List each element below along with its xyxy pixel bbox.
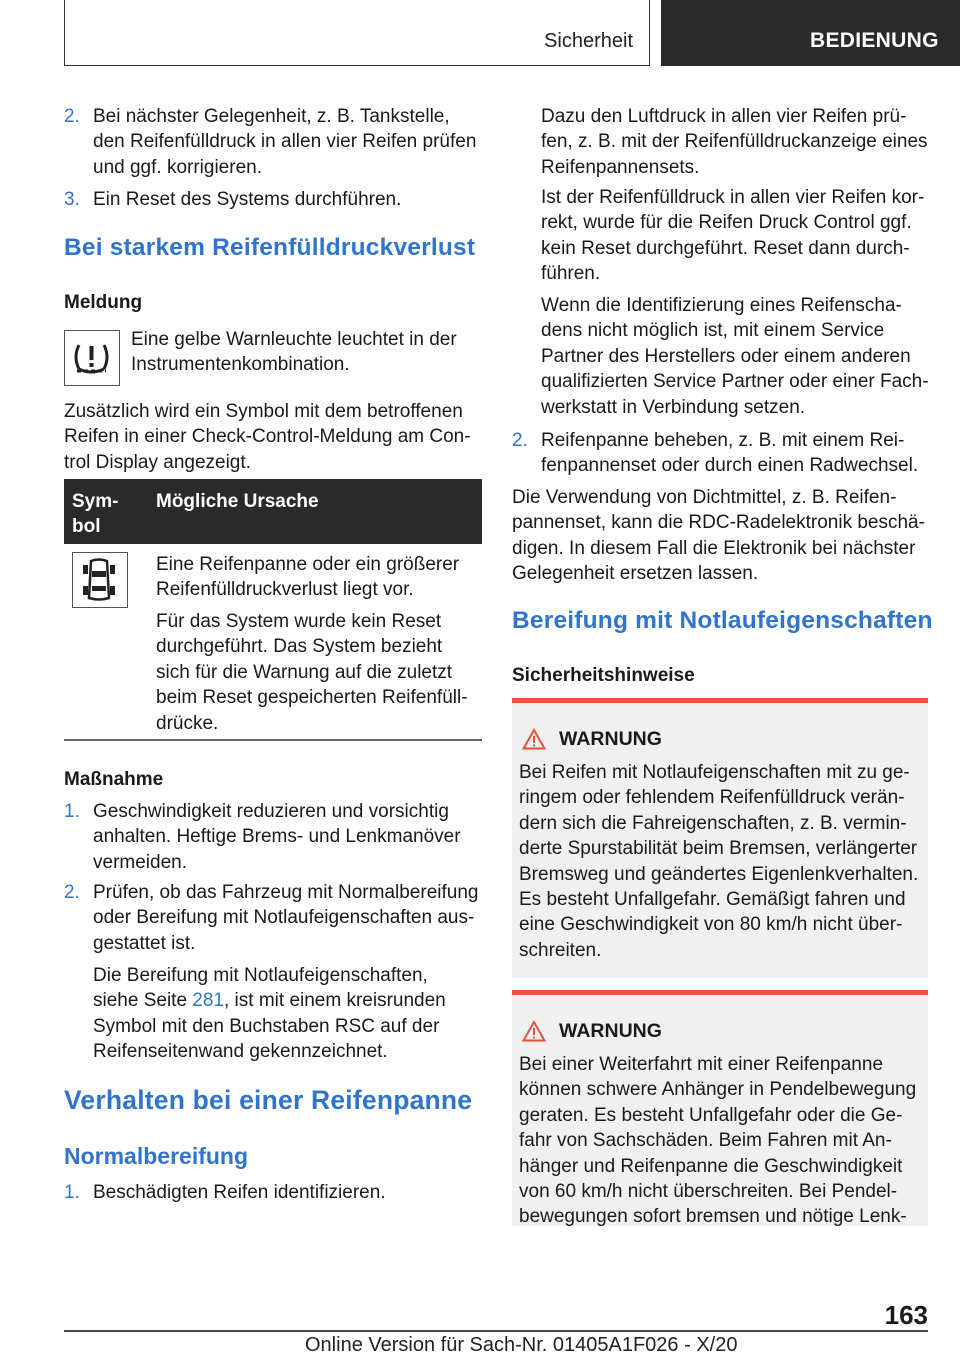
text-line: Wenn die Identifizierung eines Reifenscha- — [541, 295, 902, 316]
text-line: Reifenpanne beheben, z. B. mit einem Rei- — [541, 430, 905, 451]
subheading-safety: Sicherheitshinweise — [512, 665, 695, 686]
text-line: Reifenseitenwand gekennzeichnet. — [93, 1041, 388, 1063]
text-line: gestattet ist. — [93, 932, 196, 954]
text-segment: siehe Seite — [93, 990, 193, 1012]
text-line: dens nicht möglich ist, mit einem Service — [541, 320, 885, 342]
text-line — [93, 988, 483, 1013]
subheading-massnahme: Maßnahme — [64, 769, 164, 790]
text-line: Für das System wurde kein Reset — [156, 611, 442, 632]
text-line: Geschwindigkeit reduzieren und vorsichtig — [93, 801, 449, 822]
text-line: durchgeführt. Das System bezieht — [156, 636, 443, 658]
text-line: vermeiden. — [93, 851, 187, 873]
text-line: digen. In diesem Fall die Elektronik bei nächster — [512, 537, 916, 559]
list-number: 3. — [64, 189, 80, 210]
text-line: hänger und Reifenpanne die Geschwindigkeit — [519, 1155, 903, 1177]
footer-text: Online Version für Sach-Nr. 01405A1F026 - X/20 — [305, 1334, 738, 1356]
column-header-symbol: bol — [72, 516, 101, 538]
text-line: Eine Reifenpanne oder ein größerer — [156, 554, 460, 575]
text-line: führen. — [541, 263, 601, 285]
text-line: Die Bereifung mit Notlaufeigenschaften, — [93, 965, 428, 986]
subheading-meldung: Meldung — [64, 292, 143, 313]
footer-divider — [64, 1330, 928, 1332]
text-line: qualifizierten Service Partner oder einer Fach- — [541, 371, 929, 393]
text-line: kein Reset durchgeführt. Reset dann durch- — [541, 237, 910, 259]
text-line: Ein Reset des Systems durchführen. — [93, 189, 402, 210]
chapter-tab: BEDIENUNG — [661, 0, 960, 66]
text-line: Zusätzlich wird ein Symbol mit dem betroffenen — [64, 401, 463, 422]
text-line: werkstatt in Verbindung setzen. — [541, 396, 806, 418]
text-line: Bremsweg und geändertes Eigenlenkverhalten. — [519, 863, 919, 885]
text-line: Gelegenheit ersetzen lassen. — [512, 563, 759, 585]
list-number: 2. — [512, 430, 528, 451]
text-line: Es besteht Unfallgefahr. Gemäßigt fahren und — [519, 889, 906, 911]
text-line: Bei einer Weiterfahrt mit einer Reifenpanne — [519, 1054, 884, 1075]
text-line: drücke. — [156, 712, 219, 734]
section-heading: Bereifung mit Notlaufeigenschaften — [512, 607, 933, 634]
list-number: 2. — [64, 106, 80, 127]
text-line: eine Geschwindigkeit von 80 km/h nicht über- — [519, 914, 903, 936]
text-line: Eine gelbe Warnleuchte leuchtet in der — [131, 329, 457, 350]
text-line: Bei nächster Gelegenheit, z. B. Tankstelle, — [93, 106, 450, 127]
page-link[interactable]: 281 — [192, 990, 224, 1012]
column-header-cause: Mögliche Ursache — [156, 491, 319, 512]
section-heading: Bei starkem Reifenfülldruckverlust — [64, 234, 476, 261]
warning-triangle-icon — [522, 728, 546, 750]
text-line: von 60 km/h nicht überschreiten. Bei Pendel- — [519, 1181, 898, 1203]
text-line: Ist der Reifenfülldruck in allen vier Reifen kor- — [541, 187, 925, 208]
text-line: Prüfen, ob das Fahrzeug mit Normalbereifung — [93, 882, 479, 903]
column-header-symbol: Sym- — [72, 491, 119, 512]
text-segment: , ist mit einem kreisrunden — [224, 990, 446, 1012]
text-line: Reifen in einer Check-Control-Meldung am Con- — [64, 426, 471, 448]
text-line: fenpannenset oder durch einen Radwechsel. — [541, 455, 919, 477]
list-number: 1. — [64, 1182, 80, 1203]
text-line: Instrumentenkombination. — [131, 354, 350, 376]
text-line: und ggf. korrigieren. — [93, 156, 262, 178]
warning-title: WARNUNG — [559, 1020, 662, 1042]
text-line: Reifenfülldruckverlust liegt vor. — [156, 579, 414, 601]
text-line: trol Display angezeigt. — [64, 451, 251, 473]
text-line: pannenset, kann die RDC-Radelektronik beschä- — [512, 512, 925, 534]
text-line: ringem oder fehlendem Reifenfülldruck verän- — [519, 787, 905, 809]
text-line: derte Spurstabilität beim Bremsen, verlängerter — [519, 838, 918, 860]
text-line: bewegungen sofort bremsen und nötige Lenk- — [519, 1206, 907, 1228]
list-number: 2. — [64, 882, 80, 903]
text-line: rekt, wurde für die Reifen Druck Control ggf. — [541, 212, 912, 234]
warning-box — [512, 698, 928, 978]
section-title: Sicherheit — [544, 30, 633, 52]
text-line: Beschädigten Reifen identifizieren. — [93, 1182, 386, 1203]
section-heading: Verhalten bei einer Reifenpanne — [64, 1085, 473, 1115]
warning-box — [512, 990, 928, 1226]
warning-title: WARNUNG — [559, 728, 662, 750]
text-line: beim Reset gespeicherten Reifenfüll- — [156, 687, 468, 709]
text-line: anhalten. Heftige Brems- und Lenkmanöver — [93, 826, 461, 848]
text-line: schreiten. — [519, 939, 602, 961]
text-line: Partner des Herstellers oder einem anderen — [541, 345, 911, 367]
table-divider — [64, 739, 482, 741]
text-line: sich für die Warnung auf die zuletzt — [156, 661, 453, 683]
text-line: Symbol mit den Buchstaben RSC auf der — [93, 1015, 440, 1037]
text-line: geraten. Es besteht Unfallgefahr oder die Ge- — [519, 1104, 903, 1126]
text-line: oder Bereifung mit Notlaufeigenschaften aus- — [93, 907, 475, 929]
text-line: Dazu den Luftdruck in allen vier Reifen prü- — [541, 106, 907, 127]
text-line: fen, z. B. mit der Reifenfülldruckanzeige eines — [541, 131, 928, 153]
text-line: Bei Reifen mit Notlaufeigenschaften mit zu ge- — [519, 762, 910, 783]
text-line: Die Verwendung von Dichtmittel, z. B. Reifen- — [512, 487, 897, 508]
header-section-box — [64, 0, 650, 66]
text-line: dern sich die Fahreigenschaften, z. B. vermin- — [519, 812, 907, 834]
text-line: fahr von Sachschäden. Beim Fahren mit An- — [519, 1130, 892, 1152]
car-tire-symbol-icon — [72, 552, 128, 608]
text-line: können schwere Anhänger in Pendelbewegung — [519, 1079, 917, 1101]
text-line: den Reifenfülldruck in allen vier Reifen prüfen — [93, 131, 477, 153]
list-number: 1. — [64, 801, 80, 822]
warning-triangle-icon — [522, 1020, 546, 1042]
table-header — [64, 479, 482, 544]
tire-pressure-warning-icon — [64, 330, 120, 386]
subsection-heading: Normalbereifung — [64, 1143, 249, 1169]
page-number: 163 — [884, 1300, 928, 1330]
text-line: Reifenpannensets. — [541, 156, 700, 178]
